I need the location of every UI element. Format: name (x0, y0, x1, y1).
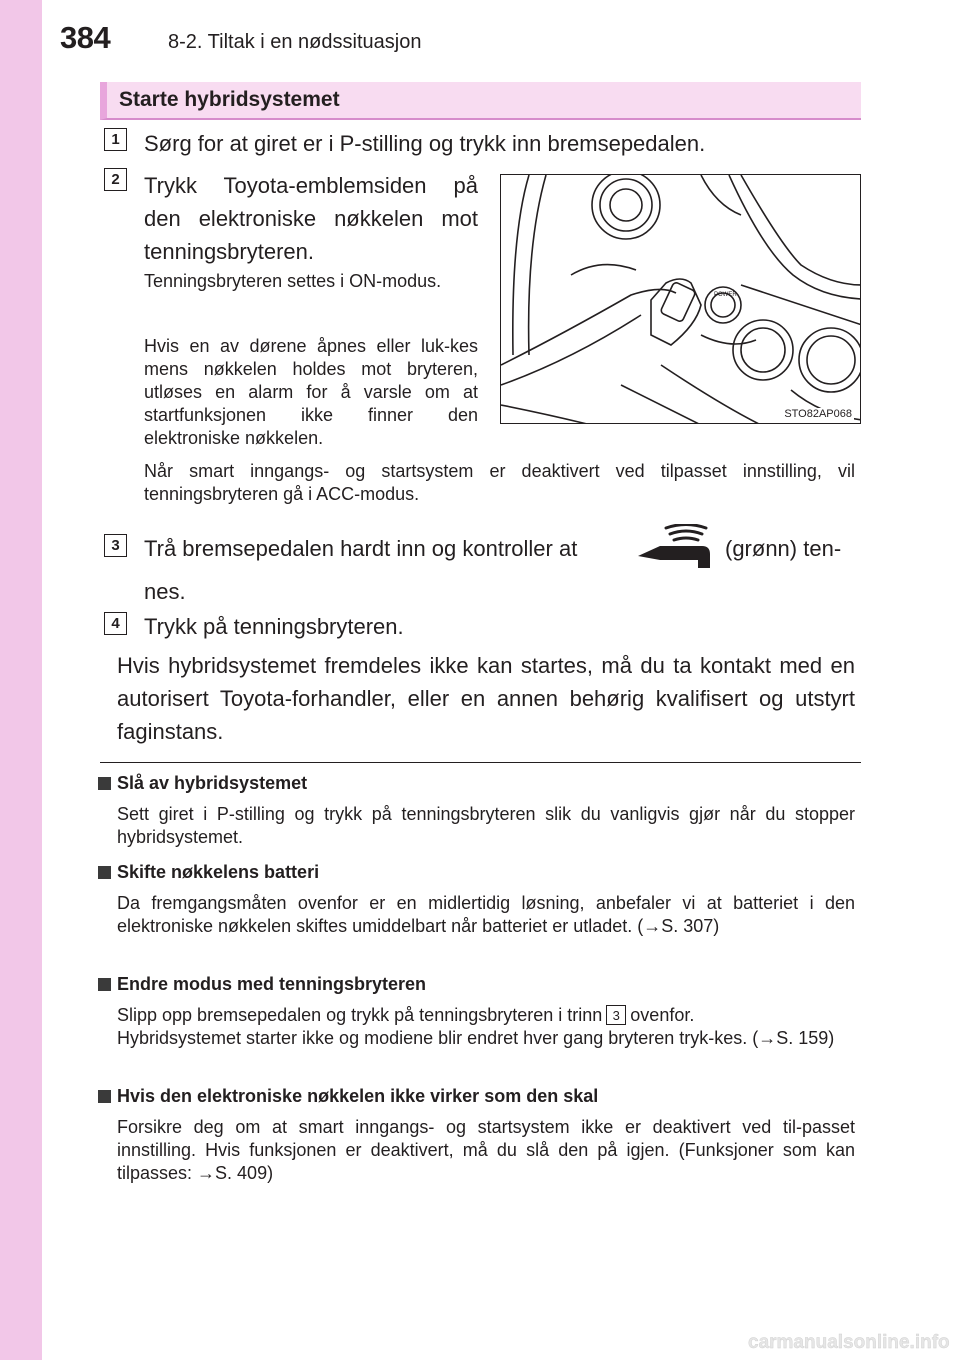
section-divider (100, 762, 861, 763)
step-4-text: Trykk på tenningsbryteren. (144, 614, 404, 639)
chapter-title: 8-2. Tiltak i en nødssituasjon (168, 31, 422, 53)
step-1-marker: 1 (104, 128, 127, 151)
step-1-text: Sørg for at giret er i P-stilling og trykk inn bremsepedalen. (144, 131, 706, 156)
step-3-text-before: Trå bremsepedalen hardt inn og kontroller at (144, 536, 578, 561)
bullet-square-icon (98, 866, 111, 879)
section-banner (100, 82, 861, 120)
step-3-text-line2: nes. (144, 579, 186, 604)
green-key-indicator-icon (632, 524, 714, 572)
note-title-turn-off: Slå av hybridsystemet (98, 773, 307, 794)
note-text-battery: Da fremgangsmåten ovenfor er en midlertidig løsning, anbefaler vi at batteriet i den elektroniske nøkkelen skiftes umiddelbart når batteriet er utladet. (→S. 307) (117, 893, 855, 936)
figure-code: STO82AP068 (784, 408, 852, 420)
side-color-bar (0, 0, 42, 1360)
bullet-square-icon (98, 1090, 111, 1103)
bullet-square-icon (98, 978, 111, 991)
note-text-key-malfunction: Forsikre deg om at smart inngangs- og startsystem ikke er deaktivert ved til-passet innstilling. Hvis funksjonen er deaktivert, må du slå den på igjen. (Funksjoner som kan tilpasses: →S. 409) (117, 1117, 855, 1183)
note-text-turn-off: Sett giret i P-stilling og trykk på tenningsbryteren slik du vanligvis gjør når du stopper hybridsystemet. (117, 804, 855, 847)
step-4-marker: 4 (104, 612, 127, 635)
note-title-battery: Skifte nøkkelens batteri (98, 862, 319, 883)
illustration-svg (501, 175, 861, 424)
bullet-square-icon (98, 777, 111, 790)
step-2-sub-on-mode: Tenningsbryteren settes i ON-modus. (144, 271, 442, 291)
step-ref-box: 3 (606, 1005, 626, 1025)
watermark-logo (746, 1324, 958, 1356)
note-title-ignition-mode: Endre modus med tenningsbryteren (98, 974, 426, 995)
followup-paragraph: Hvis hybridsystemet fremdeles ikke kan startes, må du ta kontakt med en autorisert Toyota-forhandler, eller en annen behørig kvalifisert og utstyrt faginstans. (117, 653, 855, 744)
section-title: Starte hybridsystemet (119, 88, 340, 111)
svg-text:carmanualsonline.info: carmanualsonline.info (748, 1332, 950, 1353)
step-2-sub-acc: Når smart inngangs- og startsystem er deaktivert ved tilpasset innstilling, vil tenningsbryteren gå i ACC-modus. (144, 461, 855, 504)
power-button-label: POWER (714, 292, 737, 298)
step-3-text-after: (grønn) ten- (725, 536, 842, 561)
step-2-sub-alarm: Hvis en av dørene åpnes eller luk-kes mens nøkkelen holdes mot bryteren, utløses en alarm for å varsle om at startfunksjonen ikke finner den elektroniske nøkkelen. (144, 336, 478, 448)
step-2-marker: 2 (104, 168, 127, 191)
step-2-text: Trykk Toyota-emblemsiden på den elektroniske nøkkelen mot tenningsbryteren. (144, 173, 478, 264)
page-number: 384 (60, 20, 111, 55)
note-text-ignition-mode-line1: Slipp opp bremsepedalen og trykk på tenningsbryteren i trinn 3 ovenfor. (117, 1005, 695, 1025)
note-text-ignition-mode-line2: Hybridsystemet starter ikke og modiene blir endret hver gang bryteren tryk-kes. (→S. 159) (117, 1028, 835, 1048)
step-3-marker: 3 (104, 534, 127, 557)
note-title-key-malfunction: Hvis den elektroniske nøkkelen ikke virker som den skal (98, 1086, 598, 1107)
figure-key-to-switch (500, 174, 861, 424)
